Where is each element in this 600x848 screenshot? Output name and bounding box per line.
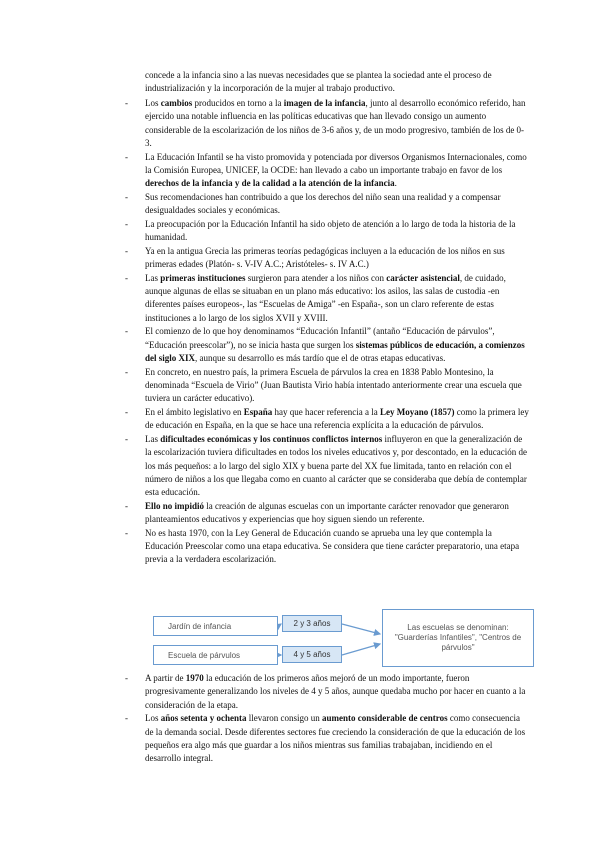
bullet-dash: -	[125, 713, 128, 724]
bullet-dash: -	[125, 406, 128, 417]
bold-text: Ello no impidió	[145, 500, 205, 511]
list-item-text: la educación de los primeros años mejoró de un modo importante, fueron progresivamente generalizando los niveles de 4 y 5 años, aunque quedaba mucho por hacer en cuanto a la consideración de la etapa.	[145, 673, 526, 710]
bullet-list-2	[125, 672, 530, 766]
list-item	[125, 672, 530, 712]
bold-text: sistemas públicos de educación, a comienzos del siglo XIX	[145, 339, 525, 363]
list-item-text: hay que hacer referencia a la	[272, 406, 380, 417]
list-item-text: , junto al desarrollo económico referido, han ejercido una notable influencia en las políticas educativas que han llevado consigo un aumento considerable de la escolarización de los niños de 3-6 años y, de un modo progresivo, también de los de 0-3.	[145, 98, 526, 148]
list-item	[125, 245, 530, 272]
diagram-age-4-5: 4 y 5 años	[282, 646, 342, 663]
list-item	[125, 433, 530, 499]
diagram-label-jardin: Jardín de infancia	[153, 616, 278, 636]
list-item	[125, 500, 530, 527]
bullet-dash: -	[125, 527, 128, 538]
list-item-text: la creación de algunas escuelas con un importante carácter renovador que generaron planteamientos educativos y experiencias que hoy siguen siendo un referente.	[145, 500, 509, 525]
list-item-text: , aunque su desarrollo es más tardío que el de otras etapas educativas.	[195, 352, 446, 363]
list-item-text: El comienzo de lo que hoy denominamos “Educación Infantil” (antaño “Educación de párvulos”, “Educación preescolar”), no se inicia hasta que surgen los	[145, 326, 495, 350]
list-item	[125, 325, 530, 365]
list-item-text: surgieron para atender a los niños con	[245, 272, 387, 283]
list-item-text: La preocupación por la Educación Infantil ha sido objeto de atención a lo largo de toda la historia de la humanidad.	[145, 218, 516, 243]
bold-text: España	[243, 406, 273, 417]
bullet-dash: -	[125, 245, 128, 256]
list-item-text: Los	[145, 713, 161, 724]
bullet-dash: -	[125, 218, 128, 229]
arrow-3	[342, 624, 380, 634]
list-item-text: producidos en torno a la	[192, 98, 284, 108]
list-item	[125, 191, 530, 218]
list-item-text: Sus recomendaciones han contribuido a que los derechos del niño sean una realidad y a compensar desigualdades sociales y económicas.	[145, 191, 501, 216]
arrow-4	[342, 644, 380, 655]
bullet-dash: -	[125, 272, 128, 283]
bold-text: 1970	[185, 673, 204, 683]
bold-text: primeras instituciones	[160, 272, 246, 283]
list-item-text: llevaron consigo un	[246, 713, 322, 724]
list-item	[125, 712, 530, 765]
bullet-dash: -	[125, 500, 128, 511]
list-item-text: Las	[145, 272, 161, 283]
list-item	[125, 218, 530, 245]
list-item-text: A partir de	[145, 673, 186, 683]
bold-text: derechos de la infancia y de la calidad a la atención de la infancia	[145, 178, 395, 189]
bullet-dash: -	[125, 98, 128, 108]
bullet-dash: -	[125, 366, 128, 377]
list-item	[125, 366, 530, 406]
list-item	[125, 406, 530, 433]
diagram-age-2-3: 2 y 3 años	[282, 615, 342, 632]
list-item-text: .	[394, 178, 397, 189]
bullet-dash: -	[125, 151, 128, 162]
list-item-text: La Educación Infantil se ha visto promovida y potenciada por diversos Organismos Internacionales, como la Comisión Europea, UNICEF, la OCDE: han llevado a cabo un importante trabajo en favor de los	[145, 151, 527, 175]
list-item	[125, 527, 530, 567]
bold-text: años setenta y ochenta	[160, 713, 247, 724]
bold-text: dificultades económicas y los continuos conflictos internos	[160, 433, 383, 444]
list-item-text: influyeron en que la generalización de la escolarización tuviera dificultades en todos los niveles educativos y, por descontado, en la educación de los más pequeños: a lo largo del siglo XIX y buena parte del XX fue limitada, tanto en relación con el número de niños a los que llegaba como en cuanto al carácter que se consideraba que debía de contemplar esta educación.	[145, 433, 528, 498]
diagram-result-box: Las escuelas se denominan: "Guarderías Infantiles", "Centros de párvulos"	[382, 609, 534, 667]
flow-diagram	[150, 608, 530, 668]
list-item-text: En el ámbito legislativo en	[145, 406, 244, 417]
list-item-text: como consecuencia de la demanda social. Desde diferentes sectores fue creciendo la consideración de que la educación de los pequeños era algo más que guardar a los niños mientras sus familias trabajaban, incidiendo en el desarrollo integral.	[145, 713, 526, 764]
bullet-dash: -	[125, 433, 128, 444]
list-item-text: En concreto, en nuestro país, la primera Escuela de párvulos la crea en 1838 Pablo Montesino, la denominada “Escuela de Virio” (Juan Bautista Virio había intentado anteriormente crear una escuela que tuviera un carácter educativo).	[145, 366, 522, 404]
bullet-dash: -	[125, 191, 128, 202]
bold-text: imagen de la infancia	[283, 98, 366, 108]
arrow-1	[278, 624, 281, 626]
bullet-list	[125, 97, 530, 567]
bullet-dash: -	[125, 673, 128, 683]
list-item	[125, 97, 530, 150]
continuation-paragraph: concede a la infancia sino a las nuevas necesidades que se plantea la sociedad ante el proceso de industrialización y la incorporación de la mujer al trabajo productivo.	[145, 70, 492, 94]
list-item	[125, 151, 530, 191]
bullet-dash: -	[125, 326, 128, 337]
list-item-text: No es hasta 1970, con la Ley General de Educación cuando se aprueba una ley que contempla la Educación Preescolar como una etapa educativa. Se considera que tiene carácter preparatorio, una etapa previa a la verdadera escolarización.	[145, 527, 520, 565]
bold-text: aumento considerable de centros	[322, 713, 448, 724]
bold-text: carácter asistencial	[386, 272, 460, 283]
list-item-text: Ya en la antigua Grecia las primeras teorías pedagógicas incluyen a la educación de los niños en sus primeras edades (Platón- s. V-IV A.C.; Aristóteles- s. IV A.C.)	[145, 245, 505, 270]
list-item	[125, 272, 530, 325]
bold-text: Ley Moyano (1857)	[379, 406, 455, 417]
list-item-text: Los	[145, 98, 161, 108]
diagram-label-escuela: Escuela de párvulos	[153, 645, 278, 665]
list-item-text: , de cuidado, aunque algunas de ellas se situaban en un plano más educativo: los asilos, las salas de custodia -en diferentes países europeos-, las “Escuelas de Amiga” -en España-, son un claro referente de estas instituciones a lo largo de los siglos XVII y XVIII.	[145, 272, 506, 323]
bold-text: cambios	[160, 98, 193, 108]
list-item-text: como la primera ley de educación en España, en la que se hace una referencia explícita a la educación de párvulos.	[145, 406, 529, 431]
list-item-text: Las	[145, 433, 161, 444]
